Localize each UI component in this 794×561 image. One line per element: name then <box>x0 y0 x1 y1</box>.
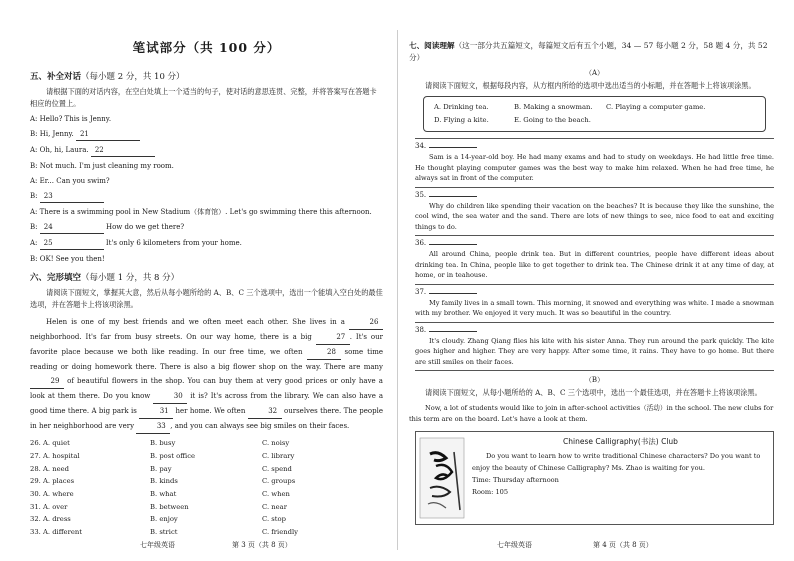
cloze-blank: 29 <box>30 374 64 389</box>
dialog-line <box>30 114 383 125</box>
option-cell: C. noisy <box>262 439 290 448</box>
option-cell: C. library <box>262 452 295 461</box>
item-text: Why do children like spending their vacation on the beaches? It is because they like the sunshine, the cool wind, the sea water and the sand. There are lots of new things to see, nice food to eat and exciting things to do. <box>415 201 774 231</box>
dialog-text: B: OK! See you then! <box>30 255 105 263</box>
heading-blank <box>429 331 477 332</box>
option-row <box>30 450 370 463</box>
cloze-blank: 30 <box>153 389 187 404</box>
dialog-line <box>30 176 383 187</box>
item-number-text: 35. <box>415 190 427 199</box>
dialog-text: How do we get there? <box>103 223 185 231</box>
option-cell: 31. A. over <box>30 502 68 511</box>
option-row <box>30 437 370 450</box>
option-row <box>30 462 370 475</box>
answer-blank: 23 <box>40 191 104 203</box>
cloze-blank: 32 <box>248 404 282 419</box>
section-7-heading: 七、阅读理解（这一部分共五篇短文，每篇短文后有五个小题，34 — 57 每小题 2 分，58 题 4 分，共 52 分） <box>409 41 768 62</box>
passage-text: her home. We often <box>173 407 248 415</box>
page-4 <box>397 0 794 561</box>
reading-item <box>415 323 774 371</box>
item-number-text: 36. <box>415 239 427 247</box>
reading-item <box>415 285 774 323</box>
answer-blank: 25 <box>40 238 104 250</box>
dialog-line <box>30 129 383 141</box>
club-title: Chinese Calligraphy(书法) Club <box>563 437 678 446</box>
answer-blank: 24 <box>40 222 104 234</box>
option-cell: 32. A. dress <box>30 515 71 524</box>
answer-blank: 21 <box>76 129 140 141</box>
item-number-text: 34. <box>415 142 427 150</box>
option-cell: 30. A. where <box>30 490 74 499</box>
section-6-heading: 六、完形填空（每小题 1 分，共 8 分） <box>30 273 180 283</box>
cloze-blank: 28 <box>307 345 341 360</box>
reading-items <box>415 138 774 371</box>
option-cell: B. enjoy <box>150 515 178 524</box>
option-cell: B. busy <box>150 439 176 448</box>
passage-text: ourselves there. The people in her neighborhood are very <box>30 407 383 430</box>
dialog-line <box>30 161 383 172</box>
option-cell: 29. A. places <box>30 477 75 486</box>
option-cell: B. between <box>150 502 189 511</box>
club-time: Time: Thursday afternoon <box>472 476 559 484</box>
item-number <box>415 287 774 298</box>
choice-option: C. Playing a computer game. <box>606 103 706 111</box>
option-cell: B. kinds <box>150 477 178 486</box>
answer-blank: 22 <box>91 145 155 157</box>
footer-subject: 七年级英语 <box>140 541 175 549</box>
option-row <box>30 475 370 488</box>
heading-blank <box>429 244 477 245</box>
calligraphy-illustration <box>416 432 468 524</box>
cloze-blank: 27 <box>316 330 350 345</box>
dialog-line <box>30 191 383 203</box>
option-row <box>30 488 370 501</box>
option-cell: B. post office <box>150 452 196 461</box>
part-a-instruction: 请阅读下面短文，根据每段内容，从方框内所给的选项中选出适当的小标题，并在答题卡上将该项涂黑。 <box>425 81 756 90</box>
option-cell: C. when <box>262 490 290 499</box>
option-cell: C. stop <box>262 515 286 524</box>
calligraphy-brush-image <box>416 432 468 524</box>
option-cell: C. groups <box>262 477 296 486</box>
option-cell: 27. A. hospital <box>30 452 80 461</box>
dialog-line <box>30 222 383 234</box>
page-title: 笔试部分（共 100 分） <box>132 40 281 55</box>
reading-item <box>415 139 774 188</box>
cloze-blank: 26 <box>349 315 383 330</box>
section-5-instruction: 请根据下面的对话内容，在空白处填上一个适当的句子，使对话的意思连贯、完整，并将答案写在答题卡相应的位置上。 <box>30 87 377 108</box>
club-room: Room: 105 <box>472 488 509 496</box>
passage-text: it is? It's across from the library. We can also have a good time there. A big park is <box>30 392 384 415</box>
section-5-heading: 五、补全对话（每小题 2 分，共 10 分） <box>30 72 185 82</box>
dialog-line <box>30 238 383 250</box>
option-row <box>30 500 370 513</box>
reading-item <box>415 188 774 237</box>
cloze-blank: 31 <box>139 404 173 419</box>
dialog-line <box>30 207 383 218</box>
item-text: All around China, people drink tea. But in different countries, people have different ideas about drinking tea. In China, people like to get together to drink tea. The Chinese drink it at any time of day, at home, or in teahouse. <box>415 250 774 279</box>
footer-page: 第 3 页（共 8 页） <box>232 541 292 549</box>
choices-row-1 <box>434 101 755 114</box>
footer-page: 第 4 页（共 8 页） <box>593 541 653 549</box>
cloze-options <box>30 437 370 539</box>
dialog-text: B: Not much. I'm just cleaning my room. <box>30 162 174 170</box>
section-6-instruction: 请阅读下面短文，掌握其大意，然后从每小题所给的 A、B、C 三个选项中，选出一个能填入空白处的最佳选项，并在答题卡上将该项涂黑。 <box>30 288 383 309</box>
dialog-line <box>30 145 383 157</box>
item-number-text: 38. <box>415 325 427 334</box>
option-cell: C. near <box>262 502 287 511</box>
passage-text: Helen is one of my best friends and we often meet each other. She lives in a <box>46 318 349 326</box>
option-cell: B. pay <box>150 464 172 473</box>
choices-box <box>423 96 766 132</box>
dialog-text: B: <box>30 223 40 231</box>
option-cell: B. what <box>150 490 177 499</box>
item-text: It's cloudy. Zhang Qiang flies his kite with his sister Anna. They run around the park quickly. The kite goes higher and higher. They are very happy. After some time, it rains. They have to go home. But there are still smiles on their faces. <box>415 336 774 366</box>
option-cell: C. friendly <box>262 528 298 537</box>
item-number <box>415 190 774 201</box>
heading-blank <box>429 196 477 197</box>
passage-text: , and you can always see big smiles on their faces. <box>170 422 350 430</box>
part-b-instruction: 请阅读下面短文，从每小题所给的 A、B、C 三个选项中，选出一个最佳选项，并在答题卡上将该项涂黑。 <box>425 388 762 397</box>
choices-row-2 <box>434 114 755 127</box>
option-cell: 33. A. different <box>30 528 82 537</box>
item-text: My family lives in a small town. This morning, it snowed and everything was white. I made a snowman with my brother. We enjoyed it very much. It was so beautiful in the country. <box>415 298 774 317</box>
club-text: Do you want to learn how to write traditional Chinese characters? Do you want to enjoy the beauty of Chinese Calligraphy? Ms. Zhao is waiting for you. <box>472 452 761 472</box>
option-row <box>30 513 370 526</box>
passage-text: of beautiful flowers in the shop. You can buy them at very good prices or only have a look at them there. Do you know <box>30 377 383 400</box>
dialog-text: B: <box>30 192 40 200</box>
choice-option: D. Flying a kite. <box>434 116 489 124</box>
option-cell: 26. A. quiet <box>30 439 70 448</box>
dialog-lines <box>30 114 383 265</box>
passage-text: . It's our favorite place because we both like reading. In our free time, we often <box>30 333 384 356</box>
item-number-text: 37. <box>415 287 427 296</box>
item-text: Sam is a 14-year-old boy. He had many exams and had to study on weekdays. He had little free time. He thought playing computer games was the best way to make him relaxed. When he had free time, he always sat in front of the computer. <box>415 153 774 182</box>
reading-item <box>415 236 774 285</box>
option-cell: 28. A. need <box>30 464 69 473</box>
choice-option: B. Making a snowman. <box>514 103 593 111</box>
dialog-line <box>30 254 383 265</box>
passage-text: neighborhood. It's far from busy streets. On our way home, there is a big <box>30 333 316 341</box>
footer-subject: 七年级英语 <box>497 541 532 549</box>
part-a-label: （A） <box>584 69 605 77</box>
heading-blank <box>429 147 477 148</box>
dialog-text: B: Hi, Jenny. <box>30 130 76 138</box>
dialog-text: A: Hello? This is Jenny. <box>30 115 112 123</box>
cloze-passage <box>30 315 383 434</box>
dialog-text: A: Oh, hi, Laura. <box>30 146 91 154</box>
dialog-text: A: <box>30 239 40 247</box>
option-row <box>30 526 370 539</box>
passage-text: some time reading or doing homework there. There is also a big flower shop on the way. There are many <box>30 348 383 371</box>
dialog-text: It's only 6 kilometers from your home. <box>103 239 242 247</box>
dialog-text: A: There is a swimming pool in New Stadium（体育馆）. Let's go swimming there this afternoon. <box>30 208 372 216</box>
calligraphy-club-card <box>415 431 774 525</box>
dialog-text: A: Er... Can you swim? <box>30 177 110 185</box>
choice-option: A. Drinking tea. <box>434 103 489 111</box>
heading-blank <box>429 293 477 294</box>
item-number <box>415 238 774 249</box>
part-b-intro: Now, a lot of students would like to join in after-school activities（活动）in the school. The new clubs for this term are on the board. Let's have a look at them. <box>409 404 774 423</box>
part-b-label: （B） <box>584 376 605 384</box>
item-number <box>415 325 774 336</box>
item-number <box>415 141 774 152</box>
cloze-blank: 33 <box>136 419 170 434</box>
choice-option: E. Going to the beach. <box>514 116 591 124</box>
option-cell: B. strict <box>150 528 178 537</box>
option-cell: C. spend <box>262 464 292 473</box>
